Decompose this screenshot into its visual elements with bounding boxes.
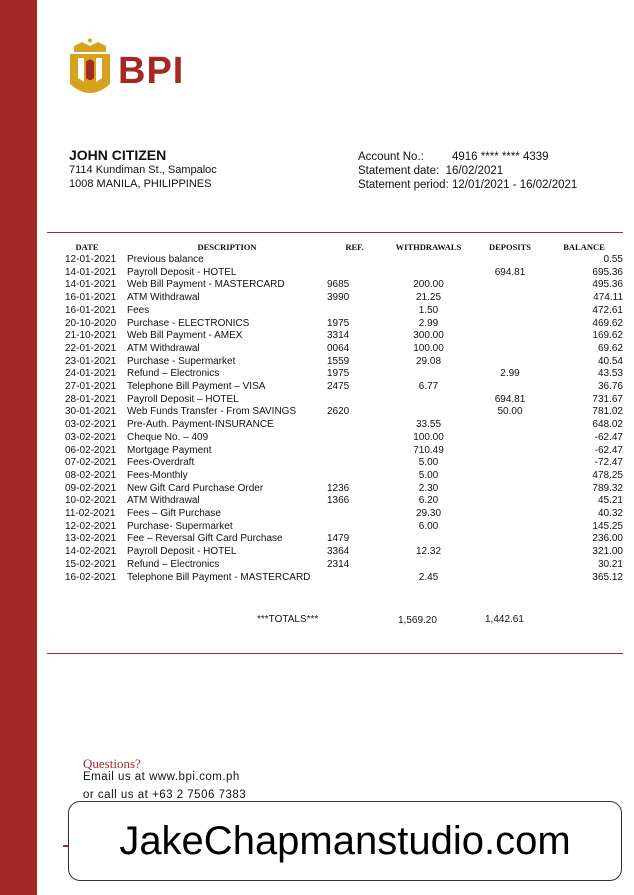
row-deposit (475, 292, 545, 305)
row-description: Fees – Gift Purchase (127, 508, 221, 520)
customer-address-line1: 7114 Kundiman St., Sampaloc (69, 164, 217, 176)
row-date: 07-02-2021 (65, 457, 117, 469)
row-ref: 3364 (327, 546, 350, 558)
row-ref (327, 521, 382, 534)
row-date: 16-01-2021 (65, 292, 117, 304)
row-description: ATM Withdrawal (127, 292, 200, 304)
row-date: 16-02-2021 (65, 571, 117, 583)
row-withdrawal (382, 533, 475, 546)
row-balance: 648.02 (592, 419, 623, 431)
row-deposit (475, 483, 545, 496)
row-date: 08-02-2021 (65, 469, 117, 481)
row-ref (327, 267, 382, 280)
account-number-label: Account No.: (358, 151, 424, 163)
table-row (47, 470, 623, 483)
row-ref: 2314 (327, 558, 350, 570)
row-deposit (475, 572, 545, 585)
row-deposit (475, 432, 545, 445)
row-deposit: 2.99 (500, 368, 520, 380)
totals-deposits: 1,442.61 (485, 614, 524, 625)
row-balance: 365.12 (592, 571, 623, 583)
table-bottom-divider (47, 653, 623, 654)
account-number-value: 4916 **** **** 4339 (452, 151, 549, 163)
row-balance: 472.61 (592, 304, 623, 316)
row-ref: 2620 (327, 406, 350, 418)
table-header-row (47, 240, 623, 254)
row-balance: 45.21 (597, 495, 623, 507)
row-ref: 1366 (327, 495, 350, 507)
row-deposit (475, 254, 545, 267)
left-accent-bar (0, 0, 37, 895)
table-row (47, 254, 623, 267)
row-balance: 781.02 (592, 406, 623, 418)
row-ref: 2475 (327, 381, 350, 393)
row-date: 30-01-2021 (65, 406, 117, 418)
row-deposit (475, 521, 545, 534)
row-date: 14-02-2021 (65, 546, 117, 558)
row-withdrawal: 710.49 (413, 444, 444, 456)
row-description: Purchase - ELECTRONICS (127, 317, 250, 329)
row-withdrawal: 33.55 (415, 419, 442, 431)
row-date: 27-01-2021 (65, 381, 117, 393)
header-deposits: DEPOSITS (488, 242, 532, 252)
row-ref (327, 572, 382, 585)
row-withdrawal (382, 254, 475, 267)
table-row (47, 292, 623, 305)
row-date: 12-02-2021 (65, 520, 117, 532)
table-row (47, 521, 623, 534)
row-withdrawal: 6.20 (418, 495, 439, 507)
row-balance: 36.76 (597, 381, 623, 393)
table-row (47, 483, 623, 496)
row-date: 20-10-2020 (65, 317, 117, 329)
row-description: Fees-Overdraft (127, 457, 195, 469)
row-withdrawal (382, 559, 475, 572)
row-date: 21-10-2021 (65, 330, 117, 342)
row-deposit (475, 533, 545, 546)
row-ref: 1479 (327, 533, 350, 545)
row-description: Mortgage Payment (127, 444, 212, 456)
row-deposit (475, 559, 545, 572)
row-balance: 789.32 (592, 482, 623, 494)
row-date: 12-01-2021 (65, 254, 117, 265)
row-ref (327, 457, 382, 470)
row-deposit (475, 508, 545, 521)
row-deposit (475, 457, 545, 470)
row-balance: 236.00 (592, 533, 623, 545)
row-balance: 474.11 (593, 292, 623, 304)
questions-heading: Questions? (83, 756, 141, 771)
row-ref: 1975 (327, 317, 350, 329)
row-withdrawal: 29.30 (415, 508, 442, 520)
contact-phone[interactable]: or call us at +63 2 7506 7383 (83, 789, 247, 801)
row-deposit (475, 495, 545, 508)
row-balance: 43.53 (597, 368, 623, 380)
row-balance: 145.25 (592, 520, 623, 532)
table-row (47, 533, 623, 546)
row-date: 16-01-2021 (65, 304, 117, 316)
row-ref: 3314 (327, 330, 350, 342)
row-withdrawal: 2.99 (418, 317, 439, 329)
row-withdrawal: 300.00 (413, 330, 444, 342)
row-withdrawal (382, 267, 475, 280)
row-ref (327, 432, 382, 445)
row-date: 11-02-2021 (65, 508, 116, 520)
row-description: Refund – Electronics (127, 558, 220, 570)
table-row (47, 419, 623, 432)
row-balance: 40.32 (597, 508, 623, 520)
watermark-banner: JakeChapmanstudio.com (68, 801, 622, 881)
row-date: 06-02-2021 (65, 444, 117, 456)
row-deposit (475, 305, 545, 318)
row-ref (327, 394, 382, 407)
table-row (47, 406, 623, 419)
transactions-table (47, 240, 623, 584)
row-description: New Gift Card Purchase Order (127, 482, 264, 494)
row-withdrawal: 1.50 (418, 304, 439, 316)
row-date: 14-01-2021 (65, 279, 117, 291)
table-row (47, 457, 623, 470)
table-row (47, 546, 623, 559)
row-deposit (475, 330, 545, 343)
row-deposit (475, 381, 545, 394)
row-ref (327, 445, 382, 458)
header-date: DATE (75, 242, 99, 252)
row-description: Fees-Monthly (127, 469, 188, 481)
row-date: 23-01-2021 (65, 355, 117, 367)
row-balance: 40.54 (597, 355, 623, 367)
row-deposit: 694.81 (494, 266, 526, 278)
row-date: 14-01-2021 (65, 266, 117, 278)
totals-withdrawals: 1,569.20 (398, 615, 437, 626)
row-balance: -72.47 (594, 457, 623, 469)
row-ref: 3990 (327, 292, 350, 304)
row-withdrawal: 6.77 (418, 381, 439, 393)
row-description: Fees (127, 304, 150, 316)
row-withdrawal: 100.00 (413, 431, 444, 443)
row-withdrawal (382, 394, 475, 407)
row-deposit (475, 343, 545, 356)
totals-label: ***TOTALS*** (257, 614, 319, 625)
row-deposit (475, 546, 545, 559)
row-deposit: 694.81 (494, 393, 526, 405)
row-description: Previous balance (127, 254, 204, 265)
row-date: 03-02-2021 (65, 431, 117, 443)
statement-period-label: Statement period: (358, 179, 449, 191)
statement-date-row (358, 165, 503, 177)
table-row (47, 495, 623, 508)
row-withdrawal (382, 368, 475, 381)
header-ref: REF. (345, 242, 364, 252)
row-balance: 469.62 (592, 317, 623, 329)
row-description: Payroll Deposit - HOTEL (127, 546, 237, 558)
bpi-wordmark: BPI (118, 50, 185, 92)
table-row (47, 305, 623, 318)
row-balance: 695.36 (592, 266, 623, 278)
row-balance: 30.21 (597, 558, 623, 570)
row-date: 09-02-2021 (65, 482, 117, 494)
row-balance: 731.67 (592, 393, 623, 405)
table-row (47, 394, 623, 407)
row-ref: 0064 (327, 342, 350, 354)
row-date: 15-02-2021 (65, 558, 117, 570)
row-withdrawal: 5.00 (418, 469, 439, 481)
row-balance: 69.62 (597, 342, 623, 354)
table-row (47, 318, 623, 331)
row-deposit (475, 445, 545, 458)
row-ref: 1236 (327, 482, 350, 494)
row-deposit: 50.00 (497, 406, 523, 418)
header-balance: BALANCE (563, 242, 605, 252)
row-balance: -62.47 (594, 444, 623, 456)
row-description: Telephone Bill Payment - MASTERCARD (127, 571, 311, 583)
table-row (47, 445, 623, 458)
row-description: ATM Withdrawal (127, 495, 200, 507)
row-withdrawal: 6.00 (418, 520, 439, 532)
row-withdrawal: 100.00 (413, 342, 444, 354)
table-row (47, 368, 623, 381)
row-description: Web Funds Transfer - From SAVINGS (127, 406, 297, 418)
row-description: Fee – Reversal Gift Card Purchase (127, 533, 283, 545)
row-date: 10-02-2021 (65, 495, 117, 507)
row-deposit (475, 419, 545, 432)
row-description: ATM Withdrawal (127, 342, 200, 354)
row-deposit (475, 318, 545, 331)
row-ref (327, 419, 382, 432)
row-date: 13-02-2021 (65, 533, 117, 545)
contact-email[interactable]: Email us at www.bpi.com.ph (83, 771, 240, 783)
header-description: DESCRIPTION (197, 242, 257, 252)
row-date: 28-01-2021 (65, 393, 117, 405)
row-date: 22-01-2021 (65, 342, 117, 354)
row-description: Purchase- Supermarket (127, 520, 233, 532)
table-row (47, 572, 623, 585)
table-row (47, 559, 623, 572)
row-balance: 478.25 (592, 469, 623, 481)
table-row (47, 508, 623, 521)
table-row (47, 381, 623, 394)
row-withdrawal: 29.08 (415, 355, 442, 367)
header-withdrawals: WITHDRAWALS (395, 242, 462, 252)
row-date: 24-01-2021 (65, 368, 117, 380)
account-number-row (358, 151, 549, 163)
row-description: Pre-Auth. Payment-INSURANCE (127, 419, 274, 431)
row-description: Web Bill Payment - AMEX (127, 330, 243, 342)
row-balance: 169.62 (592, 330, 623, 342)
row-withdrawal: 12.32 (415, 546, 442, 558)
row-date: 03-02-2021 (65, 419, 117, 431)
row-ref (327, 305, 382, 318)
row-deposit (475, 470, 545, 483)
transactions-body (47, 254, 623, 584)
row-withdrawal: 21.25 (415, 292, 442, 304)
table-row (47, 356, 623, 369)
table-row (47, 343, 623, 356)
statement-date-value: 16/02/2021 (445, 165, 504, 177)
table-row (47, 432, 623, 445)
table-top-divider (47, 232, 623, 233)
row-ref (327, 254, 382, 267)
row-deposit (475, 356, 545, 369)
row-description: Purchase - Supermarket (127, 355, 236, 367)
table-row (47, 267, 623, 280)
statement-period-value: 12/01/2021 - 16/02/2021 (451, 179, 578, 191)
table-row (47, 279, 623, 292)
row-withdrawal: 2.30 (418, 482, 439, 494)
row-balance: 321.00 (592, 546, 623, 558)
row-deposit (475, 279, 545, 292)
row-balance: 495.36 (592, 279, 623, 291)
row-description: Cheque No. – 409 (127, 431, 209, 443)
row-balance: 0.55 (603, 254, 623, 265)
row-withdrawal: 5.00 (418, 457, 439, 469)
row-description: Refund – Electronics (127, 368, 220, 380)
row-description: Payroll Deposit – HOTEL (127, 393, 239, 405)
row-description: Telephone Bill Payment – VISA (127, 381, 266, 393)
row-description: Payroll Deposit - HOTEL (127, 266, 237, 278)
customer-address-line2: 1008 MANILA, PHILIPPINES (69, 178, 212, 190)
row-ref: 1559 (327, 355, 350, 367)
statement-period-row (358, 179, 577, 191)
table-row (47, 330, 623, 343)
row-ref: 1975 (327, 368, 350, 380)
row-description: Web Bill Payment - MASTERCARD (127, 279, 285, 291)
statement-date-label: Statement date: (358, 165, 440, 177)
row-ref (327, 508, 382, 521)
row-ref: 9685 (327, 279, 350, 291)
row-balance: -62.47 (594, 431, 623, 443)
row-withdrawal (382, 406, 475, 419)
row-ref (327, 470, 382, 483)
row-withdrawal: 2.45 (418, 571, 439, 583)
customer-name: JOHN CITIZEN (69, 147, 167, 163)
row-withdrawal: 200.00 (413, 279, 444, 291)
